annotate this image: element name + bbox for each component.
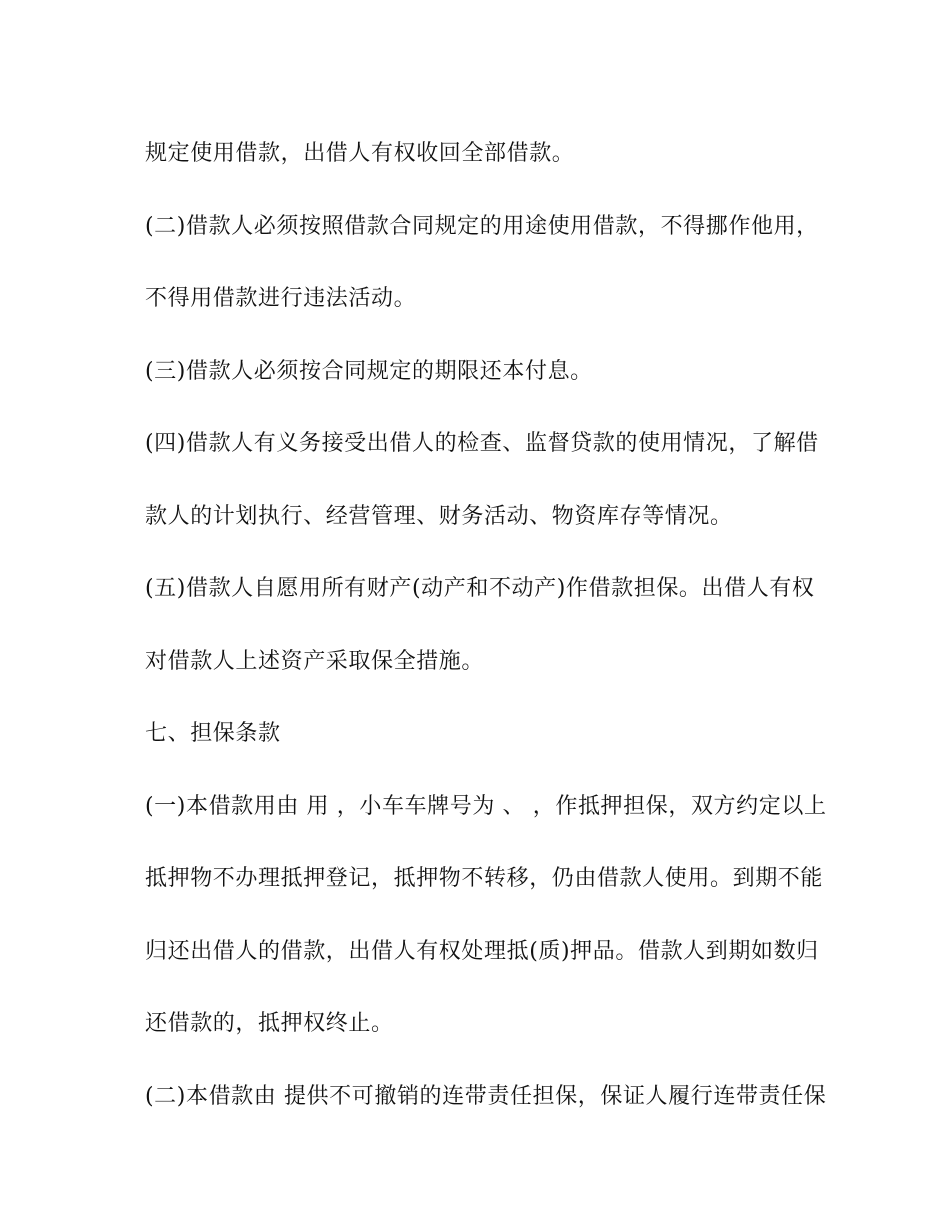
text-line: 规定使用借款，出借人有权收回全部借款。: [145, 141, 575, 166]
text-line: 归还出借人的借款，出借人有权处理抵(质)押品。借款人到期如数归: [145, 938, 819, 964]
text-line: (三)借款人必须按合同规定的期限还本付息。: [145, 358, 593, 384]
text-line: (五)借款人自愿用所有财产(动产和不动产)作借款担保。出借人有权: [145, 576, 815, 601]
section-heading: 七、担保条款: [145, 721, 281, 746]
text-line: 不得用借款进行违法活动。: [145, 286, 417, 311]
text-line: 还借款的，抵押权终止。: [145, 1011, 394, 1036]
text-line: (二)借款人必须按照借款合同规定的用途使用借款，不得挪作他用，: [145, 213, 819, 239]
text-line: (二)本借款由 提供不可撤销的连带责任担保，保证人履行连带责任保: [145, 1083, 827, 1109]
text-line: 款人的计划执行、经营管理、财务活动、物资库存等情况。: [145, 503, 733, 529]
text-line: (一)本借款用由 用 ，小车车牌号为 、 ，作抵押担保，双方约定以上: [145, 793, 827, 819]
text-line: (四)借款人有义务接受出借人的检查、监督贷款的使用情况，了解借: [145, 431, 819, 456]
text-line: 抵押物不办理抵押登记，抵押物不转移，仍由借款人使用。到期不能: [145, 866, 824, 891]
document-body: [145, 118, 827, 1133]
text-line: 对借款人上述资产采取保全措施。: [145, 648, 485, 674]
